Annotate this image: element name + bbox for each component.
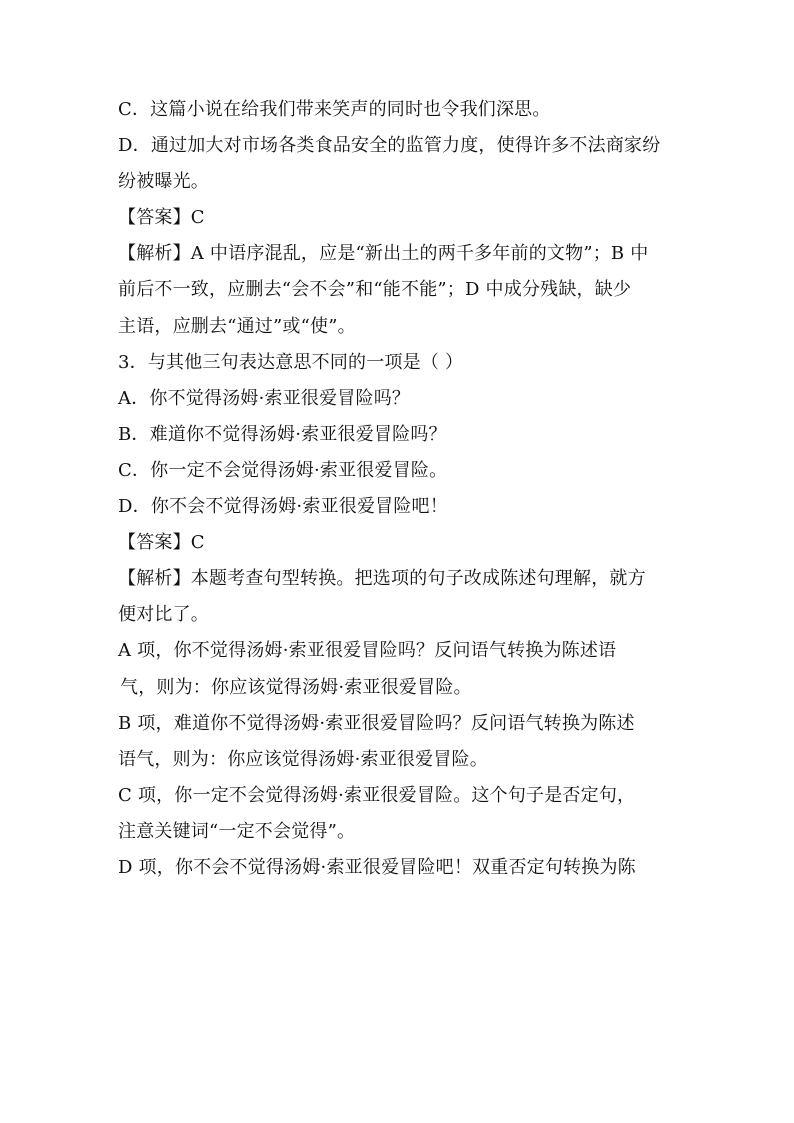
option-d-line-1: D．通过加大对市场各类食品安全的监管力度，使得许多不法商家纷 <box>118 135 661 157</box>
analysis-line-3: 主语，应删去“通过”或“使”。 <box>118 315 356 337</box>
analysis-line-1: 【解析】A 中语序混乱，应是“新出土的两千多年前的文物”；B 中 <box>118 243 649 265</box>
analysis-b-line-1: B 项，难道你不觉得汤姆·索亚很爱冒险吗？反问语气转换为陈述 <box>118 712 635 734</box>
option-c-line: C．这篇小说在给我们带来笑声的同时也令我们深思。 <box>118 99 551 120</box>
question-3-option-d: D．你不会不觉得汤姆·索亚很爱冒险吧！ <box>118 496 448 518</box>
option-d-line-2: 纷被曝光。 <box>118 171 209 193</box>
analysis-d-line-1: D 项，你不会不觉得汤姆·索亚很爱冒险吧！双重否定句转换为陈 <box>118 856 636 878</box>
analysis-c-line-2: 注意关键词“一定不会觉得”。 <box>118 820 356 842</box>
analysis-c-line-1: C 项，你一定不会觉得汤姆·索亚很爱冒险。这个句子是否定句， <box>118 784 636 806</box>
analysis-line-2: 便对比了。 <box>118 604 209 626</box>
question-3-option-b: B．难道你不觉得汤姆·索亚很爱冒险吗？ <box>118 423 447 445</box>
answer-line: 【答案】C <box>118 532 205 554</box>
analysis-a-line-1: A 项，你不觉得汤姆·索亚很爱冒险吗？反问语气转换为陈述语 <box>118 640 617 662</box>
document-body <box>118 100 678 894</box>
answer-line: 【答案】C <box>118 207 205 229</box>
analysis-a-line-2: 气，则为：你应该觉得汤姆·索亚很爱冒险。 <box>120 676 472 698</box>
question-3-option-c: C．你一定不会觉得汤姆·索亚很爱冒险。 <box>118 459 448 481</box>
analysis-line-2: 前后不一致，应删去“会不会”和“能不能”；D 中成分残缺，缺少 <box>118 279 632 301</box>
analysis-b-line-2: 语气，则为：你应该觉得汤姆·索亚很爱冒险。 <box>118 748 488 770</box>
question-3-title: 3．与其他三句表达意思不同的一项是（ ） <box>118 351 464 373</box>
analysis-line-1: 【解析】本题考查句型转换。把选项的句子改成陈述句理解，就方 <box>118 568 646 590</box>
question-3-option-a: A．你不觉得汤姆·索亚很爱冒险吗？ <box>118 387 411 409</box>
